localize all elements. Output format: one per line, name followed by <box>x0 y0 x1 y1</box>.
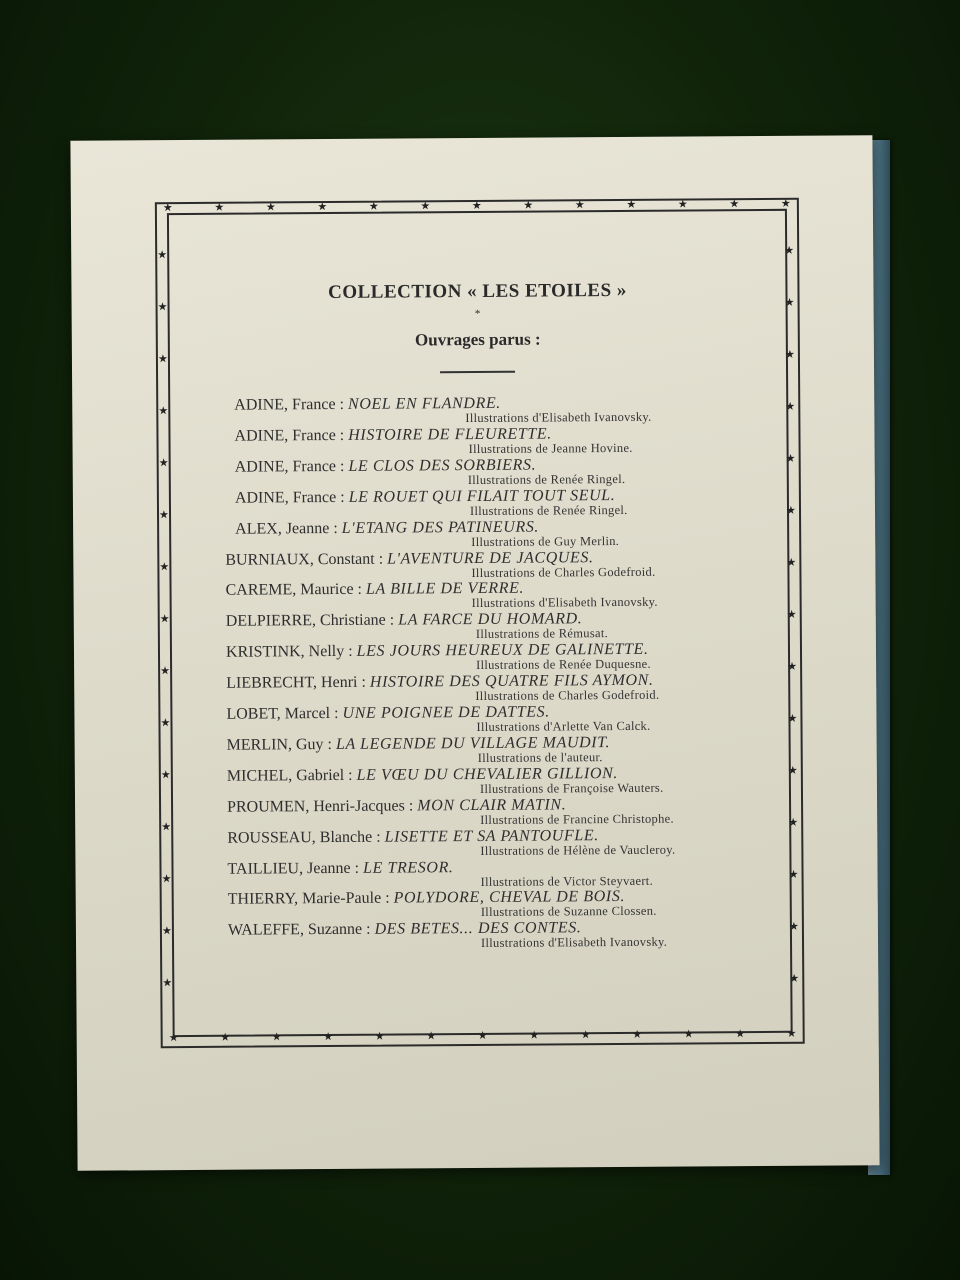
entry-author: WALEFFE, Suzanne : <box>227 921 371 940</box>
entry-title: LES JOURS HEUREUX DE GALINETTE. <box>356 640 649 661</box>
star-icon: ★ <box>529 1029 540 1042</box>
star-icon: ★ <box>786 556 797 569</box>
entry-title: NOEL EN FLANDRE. <box>347 394 501 413</box>
star-icon: ★ <box>785 452 796 465</box>
entry-title: LA FARCE DU HOMARD. <box>398 610 583 629</box>
entry-illustrations: Illustrations de l'auteur. <box>477 750 603 765</box>
entry-illustrations: Illustrations de Charles Godefroid. <box>471 564 656 580</box>
entry-title: HISTOIRE DE FLEURETTE. <box>348 425 552 444</box>
star-icon: ★ <box>632 1028 643 1041</box>
entry-illustrations: Illustrations de Victor Steyvaert. <box>480 873 654 889</box>
book-back-cover <box>70 135 879 1171</box>
star-icon: ★ <box>580 1029 591 1042</box>
star-icon: ★ <box>784 348 795 361</box>
star-icon: ★ <box>159 561 170 574</box>
star-icon: ★ <box>368 200 379 213</box>
star-icon: ★ <box>471 199 482 213</box>
entry-illustrations: Illustrations d'Arlette Van Calck. <box>476 718 651 734</box>
entry-title: LA LEGENDE DU VILLAGE MAUDIT. <box>335 733 611 753</box>
star-icon: ★ <box>160 769 171 782</box>
star-icon: ★ <box>785 504 796 517</box>
star-icon: ★ <box>420 200 431 213</box>
star-icon: ★ <box>160 717 171 730</box>
star-icon: ★ <box>780 197 791 210</box>
star-icon: ★ <box>374 1030 385 1043</box>
entry-title: L'AVENTURE DE JACQUES. <box>387 548 594 568</box>
entry-illustrations: Illustrations de Hélène de Vaucleroy. <box>480 842 676 858</box>
entry-title: HISTOIRE DES QUATRE FILS AYMON. <box>369 671 654 691</box>
star-icon: ★ <box>735 1028 746 1041</box>
star-icon: ★ <box>784 244 795 257</box>
entry-title: LA BILLE DE VERRE. <box>365 580 525 599</box>
entry-author: ROUSSEAU, Blanche : <box>227 828 381 847</box>
star-icon: ★ <box>786 608 797 621</box>
entry-author: ALEX, Jeanne : <box>235 519 338 538</box>
star-icon: ★ <box>784 296 795 309</box>
star-icon: ★ <box>788 816 799 829</box>
entry-illustrations: Illustrations de Rémusat. <box>475 626 609 642</box>
star-icon: ★ <box>626 198 637 211</box>
star-icon: ★ <box>785 400 796 413</box>
star-icon: ★ <box>157 353 168 366</box>
star-icon: ★ <box>787 764 798 777</box>
star-icon: ★ <box>157 301 168 314</box>
star-icon: ★ <box>574 199 585 212</box>
star-icon: ★ <box>265 201 276 214</box>
entry-author: ADINE, France : <box>234 488 345 507</box>
entry-title: LISETTE ET SA PANTOUFLE. <box>384 826 599 846</box>
star-icon: ★ <box>168 1032 179 1045</box>
entry-illustrations: Illustrations de Renée Ringel. <box>469 502 628 518</box>
star-icon: ★ <box>788 868 799 881</box>
entry-illustrations: Illustrations d'Elisabeth Ivanovsky. <box>480 934 668 951</box>
star-icon: ★ <box>214 201 225 214</box>
entry-main-line <box>234 395 501 415</box>
star-icon: ★ <box>788 920 799 933</box>
entry-author: MERLIN, Guy : <box>226 735 333 754</box>
entry-illustrations: Illustrations de Renée Duquesne. <box>476 656 651 673</box>
entry-title: POLYDORE, CHEVAL DE BOIS. <box>393 888 626 907</box>
star-icon: ★ <box>160 665 171 678</box>
subtitle-ouvrages-parus: Ouvrages parus : <box>414 329 541 350</box>
star-icon: ★ <box>523 199 534 212</box>
star-icon: ★ <box>789 972 800 985</box>
star-icon: ★ <box>477 1029 488 1042</box>
entry-title: LE CLOS DES SORBIERS. <box>348 456 537 475</box>
entry-author: CAREME, Maurice : <box>225 581 363 600</box>
entry-author: PROUMEN, Henri-Jacques : <box>227 797 414 816</box>
entry-illustrations: Illustrations d'Elisabeth Ivanovsky. <box>465 409 652 426</box>
entry-title: DES BETES... DES CONTES. <box>374 919 582 939</box>
star-icon: ★ <box>729 198 740 211</box>
entry-author: LIEBRECHT, Henri : <box>226 673 366 692</box>
entry-illustrations: Illustrations de Francine Christophe. <box>480 811 674 827</box>
entry-author: ADINE, France : <box>234 395 345 414</box>
star-icon: ★ <box>161 821 172 834</box>
star-icon: ★ <box>162 202 173 215</box>
star-icon: ★ <box>158 509 169 522</box>
star-icon: ★ <box>271 1031 282 1044</box>
entry-title: LE VŒU DU CHEVALIER GILLION. <box>356 764 619 784</box>
star-icon: ★ <box>787 712 798 725</box>
star-icon: ★ <box>683 1028 694 1041</box>
star-icon: ★ <box>158 405 169 418</box>
entry-illustrations: Illustrations de Suzanne Clossen. <box>480 904 657 920</box>
entry-illustrations: Illustrations de Renée Ringel. <box>467 471 626 487</box>
entry-author: MICHEL, Gabriel : <box>226 766 353 785</box>
entry-author: ADINE, France : <box>234 426 345 445</box>
entry-illustrations: Illustrations de Charles Godefroid. <box>475 687 660 704</box>
entry-title: LE TRESOR. <box>362 858 454 877</box>
collection-title: COLLECTION « LES ETOILES » <box>328 279 627 304</box>
entry-author: DELPIERRE, Christiane : <box>225 611 395 631</box>
entry-title: MON CLAIR MATIN. <box>417 796 567 815</box>
star-icon: ★ <box>157 249 168 262</box>
star-icon: ★ <box>161 925 172 938</box>
title-star-ornament: * <box>474 307 481 320</box>
entry-author: LOBET, Marcel : <box>226 704 339 723</box>
entry-title: LE ROUET QUI FILAIT TOUT SEUL. <box>348 486 616 506</box>
entry-illustrations: Illustrations de Françoise Wauters. <box>479 780 664 796</box>
star-icon: ★ <box>787 660 798 673</box>
entry-title: UNE POIGNEE DE DATTES. <box>342 703 550 722</box>
entry-author: THIERRY, Marie-Paule : <box>227 889 390 909</box>
star-icon: ★ <box>677 198 688 211</box>
entry-main-line <box>227 859 453 879</box>
entry-illustrations: Illustrations de Jeanne Hovine. <box>468 440 633 456</box>
entry-illustrations: Illustrations d'Elisabeth Ivanovsky. <box>471 595 658 611</box>
entry-illustrations: Illustrations de Guy Merlin. <box>471 533 620 549</box>
entry-author: KRISTINK, Nelly : <box>225 643 353 661</box>
star-icon: ★ <box>220 1031 231 1044</box>
star-icon: ★ <box>323 1031 334 1044</box>
star-icon: ★ <box>317 201 328 214</box>
star-icon: ★ <box>159 613 170 626</box>
star-icon: ★ <box>162 977 173 990</box>
entry-author: TAILLIEU, Jeanne : <box>227 859 360 878</box>
entry-title: L'ETANG DES PATINEURS. <box>341 518 540 537</box>
entry-author: BURNIAUX, Constant : <box>225 550 384 569</box>
entry-author: ADINE, France : <box>234 457 345 476</box>
star-icon: ★ <box>786 1027 797 1040</box>
star-icon: ★ <box>158 457 169 470</box>
star-icon: ★ <box>161 873 172 886</box>
star-icon: ★ <box>426 1030 437 1043</box>
